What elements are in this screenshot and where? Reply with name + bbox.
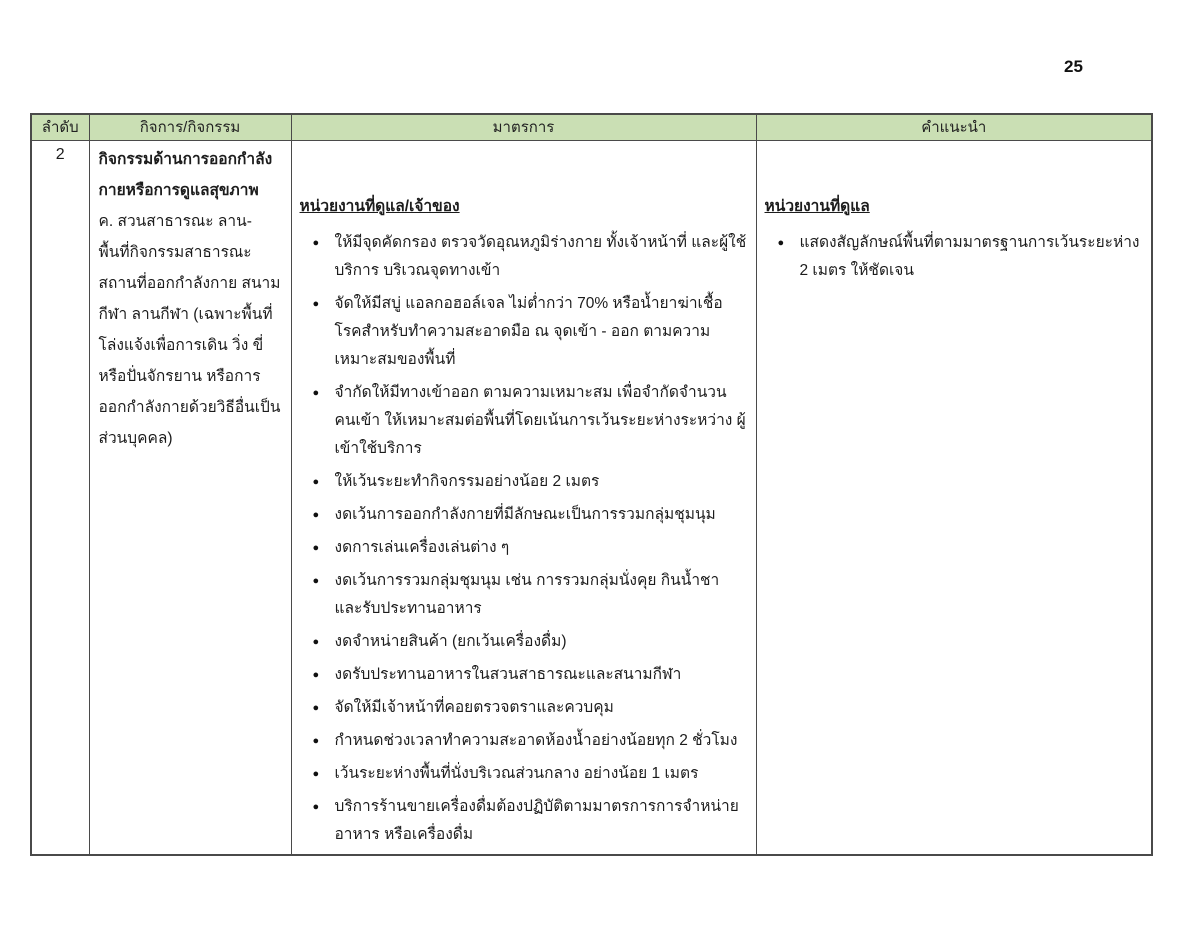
measures-heading: หน่วยงานที่ดูแล/เจ้าของ: [299, 197, 460, 215]
measures-bullet-list: [300, 229, 748, 849]
bullet-item: ● เว้นระยะห่างพื้นที่นั่งบริเวณส่วนกลาง อย่างน้อย 1 เมตร: [313, 760, 748, 788]
measures-table: [30, 113, 1153, 856]
recommendations-cell: [756, 140, 1152, 855]
bullet-item: ● จัดให้มีเจ้าหน้าที่คอยตรวจตราและควบคุม: [313, 694, 748, 722]
page-number: 25: [1064, 57, 1083, 76]
activity-title: กิจกรรมด้านการออกกำลังกายหรือการดูแลสุขภาพ: [98, 150, 273, 199]
table-row: [31, 140, 1152, 855]
activity-detail: ค. สวนสาธารณะ ลาน-พื้นที่กิจกรรมสาธารณะ สถานที่ออกกำลังกาย สนามกีฬา ลานกีฬา (เฉพาะพื้นที่โล่งแจ้งเพื่อการเดิน วิ่ง ขี่หรือปั่นจักรยาน หรือการออกกำลังกายด้วยวิธีอื่นเป็นส่วนบุคคล): [98, 212, 281, 447]
bullet-item: ● ให้เว้นระยะทำกิจกรรมอย่างน้อย 2 เมตร: [313, 468, 748, 496]
recommendations-heading: หน่วยงานที่ดูแล: [764, 197, 870, 215]
bullet-item: ● งดจำหน่ายสินค้า (ยกเว้นเครื่องดื่ม): [313, 628, 748, 656]
bullet-item: ● จัดให้มีสบู่ แอลกอฮอล์เจล ไม่ต่ำกว่า 70% หรือน้ำยาฆ่าเชื้อโรคสำหรับทำความสะอาดมือ ณ จุดเข้า - ออก ตามความเหมาะสมของพื้นที่: [313, 290, 748, 374]
column-header-recommendations: คำแนะนำ: [756, 114, 1152, 140]
bullet-item: ● กำหนดช่วงเวลาทำความสะอาดห้องน้ำอย่างน้อยทุก 2 ชั่วโมง: [313, 727, 748, 755]
bullet-item: ● จำกัดให้มีทางเข้าออก ตามความเหมาะสม เพื่อจำกัดจำนวนคนเข้า ให้เหมาะสมต่อพื้นที่โดยเน้นการเว้นระยะห่างระหว่าง ผู้เข้าใช้บริการ: [313, 379, 748, 463]
bullet-item: ● แสดงสัญลักษณ์พื้นที่ตามมาตรฐานการเว้นระยะห่าง 2 เมตร ให้ชัดเจน: [778, 229, 1144, 285]
recommendations-bullet-list: [765, 229, 1144, 285]
bullet-item: ● งดเว้นการออกกำลังกายที่มีลักษณะเป็นการรวมกลุ่มชุมนุม: [313, 501, 748, 529]
bullet-item: ● งดการเล่นเครื่องเล่นต่าง ๆ: [313, 534, 748, 562]
bullet-item: ● บริการร้านขายเครื่องดื่มต้องปฏิบัติตามมาตรการการจำหน่ายอาหาร หรือเครื่องดื่ม: [313, 793, 748, 849]
measures-cell: [291, 140, 756, 855]
column-header-measures: มาตรการ: [291, 114, 756, 140]
bullet-item: ● งดรับประทานอาหารในสวนสาธารณะและสนามกีฬา: [313, 661, 748, 689]
column-header-order: ลำดับ: [31, 114, 89, 140]
bullet-item: ● ให้มีจุดคัดกรอง ตรวจวัดอุณหภูมิร่างกาย ทั้งเจ้าหน้าที่ และผู้ใช้บริการ บริเวณจุดทางเข้า: [313, 229, 748, 285]
column-header-activity: กิจการ/กิจกรรม: [89, 114, 291, 140]
table-header-row: [31, 114, 1152, 140]
activity-cell: [89, 140, 291, 855]
bullet-item: ● งดเว้นการรวมกลุ่มชุมนุม เช่น การรวมกลุ่มนั่งคุย กินน้ำชา และรับประทานอาหาร: [313, 567, 748, 623]
order-cell: 2: [31, 140, 89, 855]
